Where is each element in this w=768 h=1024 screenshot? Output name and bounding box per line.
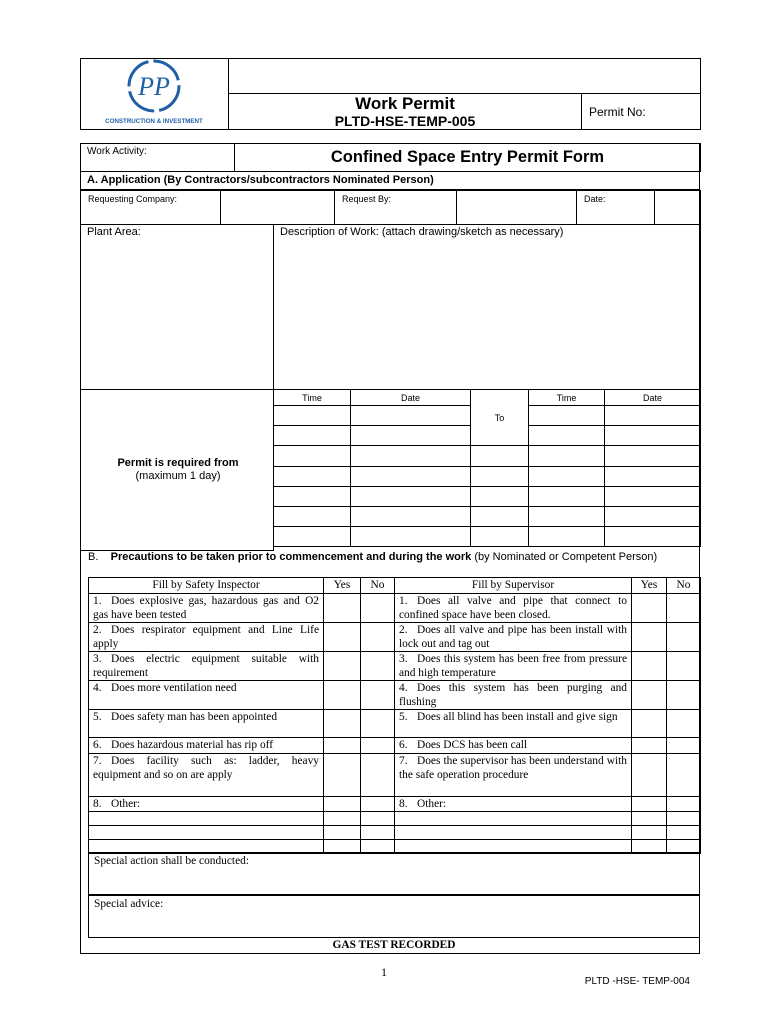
header-blank-cell bbox=[229, 59, 701, 94]
no-checkbox[interactable] bbox=[361, 754, 395, 797]
no-checkbox[interactable] bbox=[361, 710, 395, 738]
plant-area-row bbox=[80, 224, 701, 390]
checklist-item-left-3: 3. Does electric equipment suitable with requirement bbox=[89, 652, 324, 681]
request-by-label: Request By: bbox=[335, 191, 457, 225]
requesting-company-label: Requesting Company: bbox=[81, 191, 221, 225]
permit-max-label: (maximum 1 day) bbox=[135, 470, 221, 482]
date-cell[interactable] bbox=[605, 426, 701, 446]
checklist-item-left-1: 1. Does explosive gas, hazardous gas and O2 gas have been tested bbox=[89, 594, 324, 623]
time-cell[interactable] bbox=[529, 426, 605, 446]
no-checkbox[interactable] bbox=[667, 681, 701, 710]
safety-inspector-header: Fill by Safety Inspector bbox=[89, 578, 324, 594]
section-a-heading: A. Application (By Contractors/subcontractors Nominated Person) bbox=[80, 171, 700, 190]
yes-checkbox[interactable] bbox=[632, 826, 667, 840]
yes-checkbox[interactable] bbox=[632, 754, 667, 797]
no-checkbox[interactable] bbox=[667, 754, 701, 797]
yes-checkbox[interactable] bbox=[632, 738, 667, 754]
checklist-item-right-6: 6. Does DCS has been call bbox=[395, 738, 632, 754]
from-date-input[interactable] bbox=[351, 406, 471, 426]
checklist-item-right-5: 5. Does all blind has been install and give sign bbox=[395, 710, 632, 738]
to-time-input[interactable] bbox=[529, 406, 605, 426]
plant-area-field[interactable] bbox=[81, 225, 274, 390]
other-input-left[interactable] bbox=[89, 812, 324, 826]
date-cell[interactable] bbox=[605, 466, 701, 486]
to-time-header: Time bbox=[529, 390, 605, 406]
no-checkbox[interactable] bbox=[667, 797, 701, 812]
yes-checkbox[interactable] bbox=[632, 812, 667, 826]
special-action-label: Special action shall be conducted: bbox=[94, 855, 249, 867]
checklist-item-right-8: 8. Other: bbox=[395, 797, 632, 812]
permit-required-cell bbox=[80, 389, 274, 551]
permit-time-table bbox=[273, 389, 701, 547]
date-cell[interactable] bbox=[351, 486, 471, 506]
no-checkbox[interactable] bbox=[361, 623, 395, 652]
yes-checkbox[interactable] bbox=[324, 710, 361, 738]
company-logo bbox=[81, 59, 227, 127]
spacer-cell bbox=[471, 486, 529, 506]
no-checkbox[interactable] bbox=[361, 797, 395, 812]
time-cell[interactable] bbox=[529, 486, 605, 506]
gas-test-heading: GAS TEST RECORDED bbox=[332, 939, 456, 951]
no-header: No bbox=[667, 578, 701, 594]
yes-checkbox[interactable] bbox=[324, 754, 361, 797]
no-checkbox[interactable] bbox=[667, 826, 701, 840]
to-date-header: Date bbox=[605, 390, 701, 406]
special-advice-field[interactable] bbox=[88, 895, 700, 938]
no-header: No bbox=[361, 578, 395, 594]
header-table bbox=[80, 58, 701, 130]
spacer-cell bbox=[471, 466, 529, 486]
title-row bbox=[80, 143, 701, 172]
yes-checkbox[interactable] bbox=[632, 652, 667, 681]
checklist-item-right-3: 3. Does this system has been free from pressure and high temperature bbox=[395, 652, 632, 681]
date-cell[interactable] bbox=[351, 426, 471, 446]
special-action-field[interactable] bbox=[88, 852, 700, 895]
work-activity-label: Work Activity: bbox=[87, 146, 147, 157]
yes-checkbox[interactable] bbox=[324, 826, 361, 840]
checklist-item-left-7: 7. Does facility such as: ladder, heavy equipment and so on are apply bbox=[89, 754, 324, 797]
to-label: To bbox=[471, 390, 529, 446]
time-cell[interactable] bbox=[274, 506, 351, 526]
permit-required-label: Permit is required from bbox=[117, 457, 239, 469]
permit-no-label: Permit No: bbox=[589, 104, 646, 119]
checklist-item-left-2: 2. Does respirator equipment and Line Life apply bbox=[89, 623, 324, 652]
from-date-header: Date bbox=[351, 390, 471, 406]
other-input-left[interactable] bbox=[89, 826, 324, 840]
date-cell[interactable] bbox=[351, 506, 471, 526]
logo-text: PP bbox=[138, 72, 170, 101]
checklist-item-left-5: 5. Does safety man has been appointed bbox=[89, 710, 324, 738]
logo-cell bbox=[81, 59, 229, 130]
time-cell[interactable] bbox=[274, 446, 351, 466]
yes-checkbox[interactable] bbox=[324, 594, 361, 623]
yes-checkbox[interactable] bbox=[324, 797, 361, 812]
other-input-right[interactable] bbox=[395, 812, 632, 826]
supervisor-header: Fill by Supervisor bbox=[395, 578, 632, 594]
no-checkbox[interactable] bbox=[361, 594, 395, 623]
date-cell[interactable] bbox=[605, 446, 701, 466]
no-checkbox[interactable] bbox=[667, 652, 701, 681]
checklist-item-left-4: 4. Does more ventilation need bbox=[89, 681, 324, 710]
time-cell[interactable] bbox=[529, 527, 605, 547]
yes-checkbox[interactable] bbox=[632, 710, 667, 738]
logo-caption: CONSTRUCTION & INVESTMENT bbox=[105, 118, 203, 125]
date-label: Date: bbox=[577, 191, 655, 225]
from-time-input[interactable] bbox=[274, 406, 351, 426]
description-field[interactable] bbox=[274, 225, 701, 390]
time-cell[interactable] bbox=[274, 486, 351, 506]
footer-code: PLTD -HSE- TEMP-004 bbox=[584, 976, 690, 987]
section-b-note: (by Nominated or Competent Person) bbox=[474, 551, 658, 563]
date-cell[interactable] bbox=[351, 466, 471, 486]
yes-checkbox[interactable] bbox=[632, 797, 667, 812]
checklist-item-right-7: 7. Does the supervisor has been understand with the safe operation procedure bbox=[395, 754, 632, 797]
special-advice-label: Special advice: bbox=[94, 898, 164, 910]
work-permit-code: PLTD-HSE-TEMP-005 bbox=[334, 113, 476, 129]
date-input[interactable] bbox=[655, 191, 701, 225]
from-time-header: Time bbox=[274, 390, 351, 406]
date-cell[interactable] bbox=[605, 527, 701, 547]
no-checkbox[interactable] bbox=[361, 826, 395, 840]
date-cell[interactable] bbox=[605, 486, 701, 506]
form-title: Confined Space Entry Permit Form bbox=[235, 144, 701, 172]
no-checkbox[interactable] bbox=[361, 652, 395, 681]
date-cell[interactable] bbox=[351, 527, 471, 547]
time-cell[interactable] bbox=[529, 446, 605, 466]
yes-checkbox[interactable] bbox=[324, 738, 361, 754]
date-cell[interactable] bbox=[605, 506, 701, 526]
request-row bbox=[80, 190, 701, 225]
yes-checkbox[interactable] bbox=[324, 652, 361, 681]
work-permit-cell bbox=[229, 94, 582, 130]
section-b-title: Precautions to be taken prior to commencement and during the work bbox=[110, 551, 472, 563]
checklist-item-right-2: 2. Does all valve and pipe has been install with lock out and tag out bbox=[395, 623, 632, 652]
checklist-item-right-1: 1. Does all valve and pipe that connect to confined space have been closed. bbox=[395, 594, 632, 623]
checklist-item-left-8: 8. Other: bbox=[89, 797, 324, 812]
section-b-heading bbox=[80, 551, 700, 576]
no-checkbox[interactable] bbox=[361, 681, 395, 710]
no-checkbox[interactable] bbox=[667, 623, 701, 652]
time-cell[interactable] bbox=[274, 527, 351, 547]
date-cell[interactable] bbox=[351, 446, 471, 466]
no-checkbox[interactable] bbox=[361, 738, 395, 754]
spacer-cell bbox=[471, 446, 529, 466]
yes-checkbox[interactable] bbox=[632, 623, 667, 652]
work-permit-title: Work Permit bbox=[355, 94, 455, 113]
other-input-right[interactable] bbox=[395, 826, 632, 840]
yes-checkbox[interactable] bbox=[324, 681, 361, 710]
requesting-company-input[interactable] bbox=[221, 191, 335, 225]
permit-no-field[interactable] bbox=[582, 94, 701, 130]
time-cell[interactable] bbox=[274, 426, 351, 446]
spacer-cell bbox=[471, 527, 529, 547]
no-checkbox[interactable] bbox=[667, 594, 701, 623]
precaution-checklist bbox=[88, 577, 701, 854]
yes-checkbox[interactable] bbox=[632, 594, 667, 623]
time-cell[interactable] bbox=[529, 506, 605, 526]
spacer-cell bbox=[471, 506, 529, 526]
yes-checkbox[interactable] bbox=[324, 812, 361, 826]
plant-area-label: Plant Area: bbox=[87, 226, 141, 238]
no-checkbox[interactable] bbox=[667, 812, 701, 826]
checklist-item-left-6: 6. Does hazardous material has rip off bbox=[89, 738, 324, 754]
yes-header: Yes bbox=[632, 578, 667, 594]
no-checkbox[interactable] bbox=[667, 738, 701, 754]
no-checkbox[interactable] bbox=[361, 812, 395, 826]
yes-checkbox[interactable] bbox=[324, 623, 361, 652]
request-by-input[interactable] bbox=[457, 191, 577, 225]
time-cell[interactable] bbox=[529, 466, 605, 486]
page-number: 1 bbox=[381, 965, 387, 979]
yes-header: Yes bbox=[324, 578, 361, 594]
section-b-letter: B. bbox=[88, 551, 99, 563]
work-activity-field[interactable] bbox=[81, 144, 235, 172]
checklist-item-right-4: 4. Does this system has been purging and flushing bbox=[395, 681, 632, 710]
to-date-input[interactable] bbox=[605, 406, 701, 426]
yes-checkbox[interactable] bbox=[632, 681, 667, 710]
no-checkbox[interactable] bbox=[667, 710, 701, 738]
time-cell[interactable] bbox=[274, 466, 351, 486]
description-label: Description of Work: (attach drawing/sketch as necessary) bbox=[280, 226, 564, 238]
